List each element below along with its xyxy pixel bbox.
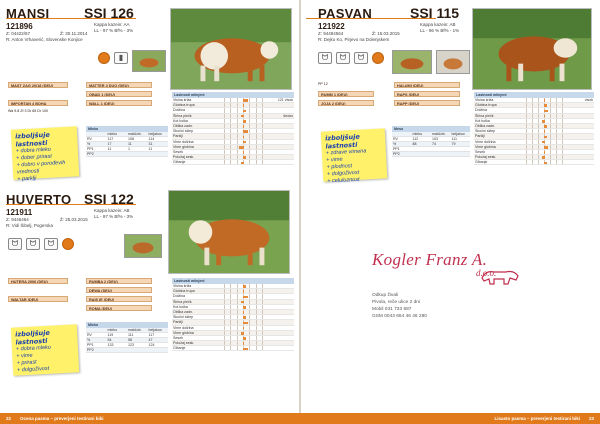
bull-breeder: R: Dejko Ko, Pirjevo na Dolenjskem xyxy=(318,37,390,42)
linear-row-scale xyxy=(224,108,262,112)
page-number: 22 xyxy=(6,416,12,421)
linear-row-left-label: Visina križa xyxy=(475,98,494,102)
linear-row-scale xyxy=(224,103,262,107)
linear-bar xyxy=(243,327,244,330)
linear-row-left-label: Dolžina xyxy=(173,294,185,299)
linear-bar xyxy=(544,115,545,118)
linear-row-scale xyxy=(224,98,262,102)
linear-row-left-label: Širina plečk xyxy=(173,113,192,118)
bull-photo xyxy=(168,190,290,274)
bull-mother-photo xyxy=(124,234,162,258)
linear-row-scale xyxy=(526,155,562,159)
notes-item: + dobra mleko xyxy=(15,146,52,155)
linear-row-scale xyxy=(224,140,262,144)
linear-row-scale xyxy=(526,98,562,102)
linear-bar xyxy=(544,130,545,133)
linear-row-scale xyxy=(224,129,262,133)
footer-left xyxy=(0,413,300,424)
footer-right xyxy=(300,413,600,424)
pedigree-mgrand: RAPP (DEU) xyxy=(394,100,460,106)
cow-icon: ᗢ xyxy=(354,52,368,64)
linear-bar xyxy=(241,332,244,335)
linear-row-left-label: Oblika zadn. xyxy=(173,123,193,128)
page-number: 23 xyxy=(588,416,594,421)
pedigree-mother: JOJA 2 (DEU) xyxy=(318,100,374,106)
bull-herd: Z: 94494564 xyxy=(318,31,344,36)
notes-item: + prirast xyxy=(16,359,37,367)
linear-row-left-label: Globina trupa xyxy=(173,289,195,294)
linear-row-scale xyxy=(224,315,262,319)
linear-bar xyxy=(243,110,246,113)
cow-icon: ᗢ xyxy=(8,238,22,250)
pedigree-fgrand: HALUMI (DEU) xyxy=(394,82,460,88)
footer-title: Lisasto pasma – preverjeni testirani biki xyxy=(494,416,580,421)
linear-bar xyxy=(243,342,244,345)
linear-row xyxy=(172,160,294,165)
linear-bar xyxy=(243,290,244,293)
bull-name: MANSI xyxy=(6,6,50,21)
pedigree-fg2: OBAD 1 (DEU) xyxy=(86,91,152,97)
linear-row-left-label: Kot kolka xyxy=(173,118,188,123)
semen-drop-icon xyxy=(62,238,74,250)
linear-row-left-label: Vime dolžina xyxy=(475,139,496,144)
linear-row-scale xyxy=(224,300,262,304)
linear-bar xyxy=(544,110,548,113)
bull-id: 121922 xyxy=(318,22,345,31)
linear-row-scale xyxy=(526,129,562,133)
linear-bar xyxy=(243,306,246,309)
linear-bar xyxy=(542,156,545,159)
ad-line: Pivola, reče ulice 2 dni xyxy=(372,300,420,305)
linear-row-right-label: široko xyxy=(283,113,293,118)
pedigree-mother: IMPORTAN 4 BOHA xyxy=(8,100,68,106)
linear-row-scale xyxy=(526,114,562,118)
pedigree-stats: Wa 9.8 Zf 3 Dr 65 Dr 100 xyxy=(8,109,49,113)
bull-photo xyxy=(170,8,292,90)
linear-bar xyxy=(243,99,248,102)
table-row: PP1 xyxy=(392,147,470,152)
bull-card-pasvan xyxy=(300,0,600,185)
notes-item: + celuloznost xyxy=(327,176,360,185)
bull-born: Ž: 25.03.2015 xyxy=(60,217,88,222)
semen-drop-icon xyxy=(372,52,384,64)
notes-item: + vime xyxy=(16,352,33,360)
linear-bar xyxy=(243,141,246,144)
bull-icons xyxy=(8,238,74,250)
notes-item: + plodnost xyxy=(326,163,353,171)
pedigree-mother: WALTAR (DEU) xyxy=(8,296,68,302)
milk-table-title: Mleko xyxy=(86,126,168,132)
linear-bar xyxy=(542,141,545,144)
ad-line: GSM 0043 664 46 46 280 xyxy=(372,314,427,319)
linear-bar xyxy=(542,120,545,123)
bull-grade: LL - 97 % Bf% - 3% xyxy=(94,28,134,33)
table-row: PP1 133 123 124 xyxy=(86,343,168,348)
linear-row-scale xyxy=(526,124,562,128)
linear-bar xyxy=(544,136,547,139)
linear-row-scale xyxy=(224,341,262,345)
bull-grandmother-photo xyxy=(436,50,470,74)
table-row: % 17 11 31 xyxy=(86,142,168,147)
linear-bar xyxy=(544,162,547,165)
linear-row-scale xyxy=(526,140,562,144)
linear-row-scale xyxy=(224,289,262,293)
linear-bar xyxy=(544,125,547,128)
linear-row-left-label: Skočni sklep xyxy=(475,129,496,134)
linear-traits xyxy=(172,278,294,351)
linear-bar xyxy=(243,120,246,123)
linear-row-scale xyxy=(224,305,262,309)
meat-table xyxy=(392,126,470,157)
milk-table xyxy=(86,322,168,353)
bull-name: PASVAN xyxy=(318,6,373,21)
linear-row-left-label: Sesek xyxy=(173,335,183,340)
linear-row-left-label: Visina križa xyxy=(173,98,192,102)
linear-row-scale xyxy=(526,108,562,112)
pedigree-stats: PP 12 xyxy=(318,82,328,86)
table-row: PP2 xyxy=(86,348,168,353)
linear-row-left-label: Oblika zadn. xyxy=(475,123,495,128)
notes-item: + dobra mleko xyxy=(15,344,52,353)
linear-row-scale xyxy=(224,326,262,330)
notes-sticky xyxy=(11,324,79,375)
linear-row-left-label: Vime dolžina xyxy=(173,325,194,330)
bull-icons xyxy=(98,52,128,64)
ad-sub: d.o.o. xyxy=(476,268,497,278)
linear-row-scale xyxy=(526,145,562,149)
linear-row-left-label: Visina križa xyxy=(173,284,192,288)
linear-row-left-label: Gibanje xyxy=(173,346,186,351)
bull-mother-photo xyxy=(132,50,166,72)
notes-title: izboljšuje lastnosti xyxy=(324,132,360,151)
linear-row-left-label: Gibanje xyxy=(475,160,488,165)
cow-icon: ᗢ xyxy=(318,52,332,64)
table-row: RV 119 111 117 xyxy=(86,333,168,338)
linear-bar xyxy=(243,125,244,128)
linear-bar xyxy=(243,136,244,139)
linear-row-left-label: Dolžina xyxy=(475,108,487,113)
pedigree-fgrand: RUMBA 2 (DEU) xyxy=(86,278,152,284)
linear-bar xyxy=(243,311,244,314)
pedigree-fg2: DEWA (DEU) xyxy=(86,287,152,293)
linear-row-left-label: Širina plečk xyxy=(173,299,192,304)
bull-born: Ž: 15.03.2015 xyxy=(372,31,400,36)
milk-table xyxy=(86,126,168,157)
linear-row-left-label: Skočni sklep xyxy=(173,315,194,320)
notes-item: + dolgoživost xyxy=(16,365,50,374)
linear-row-left-label: Sesek xyxy=(173,149,183,154)
linear-row-scale xyxy=(526,160,562,164)
linear-row-scale xyxy=(224,124,262,128)
pedigree-father: HUTERA 2006 (DEU) xyxy=(8,278,68,284)
table-row: % 88 74 79 xyxy=(392,142,470,147)
linear-bar xyxy=(243,156,246,159)
linear-row xyxy=(474,160,594,165)
bull-grade: LL - 96 % Bf% - 1% xyxy=(420,28,460,33)
linear-row-left-label: Položaj sesk. xyxy=(173,155,195,160)
linear-row-left-label: Vime globina xyxy=(475,144,496,149)
footer-title: Ocena pasma – preverjeni testirani biki xyxy=(20,416,104,421)
ad-bull-logo-icon xyxy=(480,264,520,286)
ad-line: Mobil 031 733 687 xyxy=(372,307,412,312)
linear-row-left-label: Parklji xyxy=(475,134,485,139)
linear-bar xyxy=(544,104,547,107)
bull-icons xyxy=(318,52,384,64)
bull-herd: Z: 9446464 xyxy=(6,217,29,222)
linear-traits xyxy=(172,92,294,165)
linear-bar xyxy=(544,151,545,154)
linear-bar xyxy=(243,322,248,325)
pedigree-mgrand: WALL 1 (DEU) xyxy=(86,100,152,106)
bull-kappa: Kappa kazein: AB xyxy=(420,22,456,27)
linear-row-left-label: Širina plečk xyxy=(475,113,494,118)
linear-row-left-label: Skočni sklep xyxy=(173,129,194,134)
linear-row-left-label: Kot kolka xyxy=(475,118,490,123)
linear-row-left-label: Gibanje xyxy=(173,160,186,165)
linear-row-scale xyxy=(224,294,262,298)
milk-table-title: Mleko xyxy=(86,322,168,328)
linear-row-right-label: 121 visok xyxy=(277,98,293,102)
table-row: PP1 11 1 11 xyxy=(86,147,168,152)
bull-id: 121911 xyxy=(6,208,33,217)
linear-row-scale xyxy=(224,336,262,340)
linear-row-scale xyxy=(224,310,262,314)
linear-row-left-label: Vime globina xyxy=(173,330,194,335)
linear-bar xyxy=(243,316,246,319)
notes-sticky xyxy=(11,126,80,183)
table-row: mleko maščob. beljakov. xyxy=(86,132,168,137)
linear-traits xyxy=(474,92,594,165)
ad-brand: Kogler Franz A. xyxy=(372,250,488,269)
bull-kappa: Kappa kazein: AB xyxy=(94,208,130,213)
table-row: mleko maščob. beljakov. xyxy=(86,328,168,333)
bull-card-huverto xyxy=(0,186,300,412)
bull-name: HUVERTO xyxy=(6,192,72,207)
linear-row-left-label: Oblika zadn. xyxy=(173,309,193,314)
linear-bar xyxy=(544,99,545,102)
notes-title: izboljšuje lastnosti xyxy=(14,328,51,347)
linear-row-left-label: Kot kolka xyxy=(173,304,188,309)
linear-row-left-label: Parklji xyxy=(173,134,183,139)
linear-row-scale xyxy=(224,134,262,138)
linear-row-scale xyxy=(224,114,262,118)
table-row: RV 117 108 114 xyxy=(86,137,168,142)
pedigree-father: MAST ZAG 20/18 (DEU) xyxy=(8,82,68,88)
linear-row-scale xyxy=(526,119,562,123)
linear-title: Lastnosti mlinjeni xyxy=(172,92,294,98)
notes-item: + dobro v porođevih vrednosti xyxy=(16,159,66,176)
bull-card-mansi xyxy=(0,0,300,185)
pedigree-mg2: ROMA (DEU) xyxy=(86,305,152,311)
notes-item: + dolgoživost xyxy=(326,169,360,178)
notes-item: + vime xyxy=(326,156,343,164)
linear-bar xyxy=(243,104,244,107)
bull-mother-photo xyxy=(392,50,432,74)
bull-grade: LL - 97 % Bf% - 3% xyxy=(94,214,134,219)
bull-ssi: SSI 115 xyxy=(410,5,460,21)
linear-bar xyxy=(241,162,244,165)
notes-sticky xyxy=(321,128,388,185)
meat-table-title: Meso xyxy=(392,126,470,132)
linear-row-left-label: Globina trupa xyxy=(173,103,195,108)
table-row: mleko maščob. beljakov. xyxy=(392,132,470,137)
semen-drop-icon xyxy=(98,52,110,64)
bull-herd: Z: 04422/67 xyxy=(6,31,31,36)
table-row: PP2 xyxy=(86,152,168,157)
pedigree-mgrand: RAIS IE (DEU) xyxy=(86,296,152,302)
linear-bar xyxy=(243,296,248,299)
ad-kogler xyxy=(372,250,532,370)
notes-item: + dober prirast xyxy=(16,153,52,162)
cow-icon: ᗢ xyxy=(44,238,58,250)
linear-bar xyxy=(243,348,248,351)
pedigree-fgrand: MATTER 4 DUO (DEU) xyxy=(86,82,152,88)
linear-title: Lastnosti mlinjeni xyxy=(474,92,594,98)
cow-icon: ᗢ xyxy=(26,238,40,250)
linear-row-scale xyxy=(224,119,262,123)
table-row: PP2 xyxy=(392,152,470,157)
table-row: % 54 58 47 xyxy=(86,338,168,343)
pedigree-fg2: RAPS (DEU) xyxy=(394,91,460,97)
linear-bar xyxy=(544,146,548,149)
notes-item: + zdrave vimena xyxy=(325,148,367,157)
linear-row-scale xyxy=(224,284,262,288)
bull-breeder: R: Anton Vrhaverić, Slovenske Konjice xyxy=(6,37,83,42)
linear-bar xyxy=(241,301,244,304)
linear-row-left-label: Položaj sesk. xyxy=(173,341,195,346)
bull-born: Ž: 30.11.2014 xyxy=(60,31,88,36)
linear-row-scale xyxy=(526,150,562,154)
bull-id: 121896 xyxy=(6,22,33,31)
bull-photo xyxy=(472,8,592,90)
pedigree-father: RUMM 1 (DEU) xyxy=(318,91,374,97)
notes-title: izboljšuje lastnosti xyxy=(14,130,50,149)
linear-row-left-label: Sesek xyxy=(475,149,485,154)
linear-bar xyxy=(243,285,246,288)
linear-row-scale xyxy=(224,150,262,154)
linear-row-scale xyxy=(224,331,262,335)
bull-ssi: SSI 122 xyxy=(84,191,134,207)
linear-row-scale xyxy=(224,346,262,350)
linear-row-scale xyxy=(526,103,562,107)
notes-item: + parklji xyxy=(17,175,37,183)
linear-row-left-label: Položaj sesk. xyxy=(475,155,497,160)
linear-row-scale xyxy=(224,320,262,324)
cow-icon: ᗢ xyxy=(336,52,350,64)
linear-row-left-label: Vime globina xyxy=(173,144,194,149)
linear-bar xyxy=(243,130,248,133)
linear-row-scale xyxy=(224,145,262,149)
linear-row-left-label: Vime dolžina xyxy=(173,139,194,144)
linear-bar xyxy=(239,146,244,149)
linear-row-right-label: visok xyxy=(584,98,593,102)
tube-icon: ▮ xyxy=(114,52,128,64)
linear-title: Lastnosti mlinjeni xyxy=(172,278,294,284)
linear-bar xyxy=(243,337,246,340)
linear-row-left-label: Dolžina xyxy=(173,108,185,113)
linear-row-scale xyxy=(224,160,262,164)
linear-row-scale xyxy=(224,155,262,159)
linear-row-left-label: Globina trupa xyxy=(475,103,497,108)
linear-bar xyxy=(241,115,244,118)
linear-row-scale xyxy=(526,134,562,138)
table-row: RV 112 103 111 xyxy=(392,137,470,142)
ad-line: Odkup živali xyxy=(372,293,399,298)
bull-kappa: Kappa kazein: AA xyxy=(94,22,130,27)
linear-row xyxy=(172,346,294,351)
linear-bar xyxy=(243,151,244,154)
bull-ssi: SSI 126 xyxy=(84,5,134,21)
bull-breeder: R: Vidi Šibelj, Pogerska xyxy=(6,223,53,228)
linear-row-left-label: Parklji xyxy=(173,320,183,325)
